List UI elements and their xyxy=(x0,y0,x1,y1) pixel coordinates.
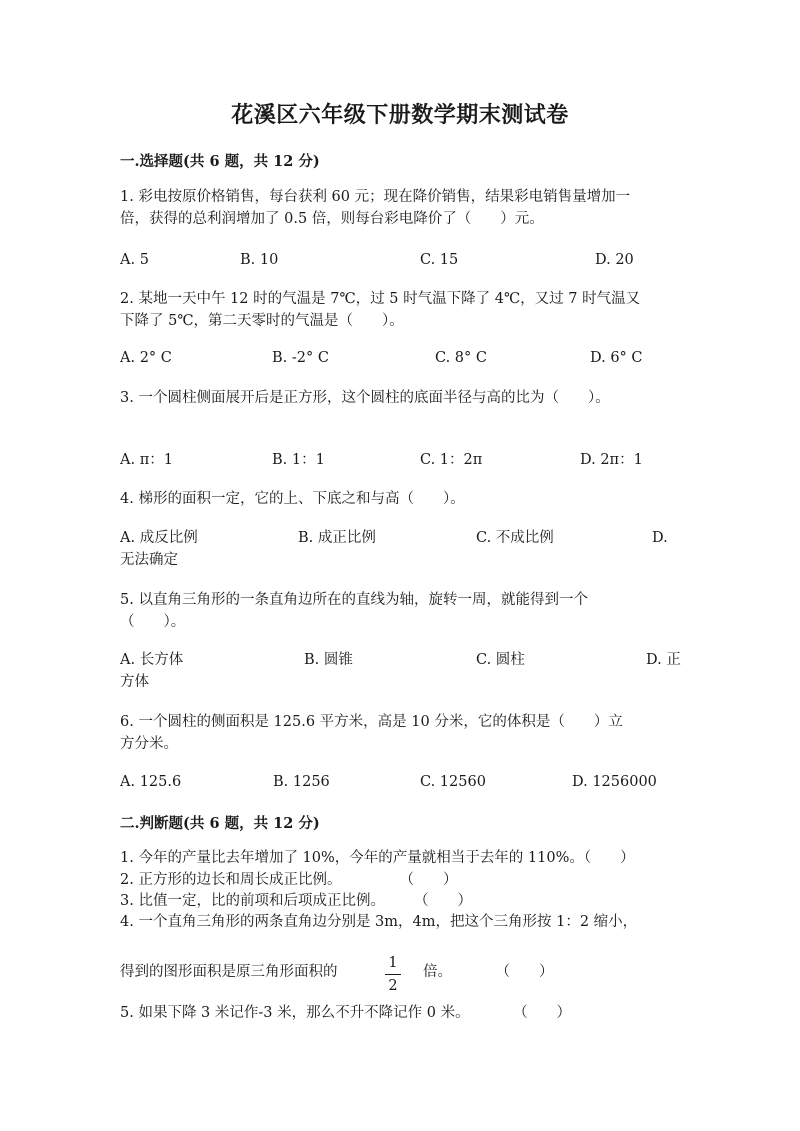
fraction-one-half xyxy=(383,954,403,995)
judgment-item-3: 3. 比值一定，比的前项和后项成正比例。 （ ） xyxy=(120,893,472,909)
question-1-line-1: 1. 彩电按原价格销售，每台获利 60 元；现在降价销售，结果彩电销售量增加一 xyxy=(120,189,631,205)
judgment-item-1: 1. 今年的产量比去年增加了 10%，今年的产量就相当于去年的 110%。（ ） xyxy=(120,850,635,866)
question-1-line-2: 倍，获得的总利润增加了 0.5 倍，则每台彩电降价了（ ）元。 xyxy=(120,211,544,227)
question-4-option-d: D. xyxy=(652,530,668,546)
question-3-line-1: 3. 一个圆柱侧面展开后是正方形，这个圆柱的底面半径与高的比为（ ）。 xyxy=(120,390,610,406)
question-4-option-b: B. 成正比例 xyxy=(298,530,376,546)
question-6-line-2: 方分米。 xyxy=(120,736,178,752)
question-3-option-c: C. 1：2π xyxy=(420,452,483,468)
question-2-option-a: A. 2° C xyxy=(120,350,172,366)
question-1-option-d: D. 20 xyxy=(595,252,634,268)
question-6-option-b: B. 1256 xyxy=(273,774,330,790)
fraction-numerator: 1 xyxy=(388,955,398,971)
judgment-item-4-line-2-before: 得到的图形面积是原三角形面积的 xyxy=(120,964,338,980)
question-4-option-a: A. 成反比例 xyxy=(120,530,198,546)
question-6-option-c: C. 12560 xyxy=(420,774,486,790)
question-5-option-c: C. 圆柱 xyxy=(476,652,525,668)
question-1-option-c: C. 15 xyxy=(420,252,459,268)
question-4-option-c: C. 不成比例 xyxy=(476,530,554,546)
question-1-option-a: A. 5 xyxy=(120,252,149,268)
question-5-option-b: B. 圆锥 xyxy=(304,652,353,668)
question-3-option-a: A. π：1 xyxy=(120,452,173,468)
judgment-item-2: 2. 正方形的边长和周长成正比例。 （ ） xyxy=(120,872,458,888)
question-5-option-d-wrap: 方体 xyxy=(120,674,149,690)
question-5-line-1: 5. 以直角三角形的一条直角边所在的直线为轴，旋转一周，就能得到一个 xyxy=(120,592,588,608)
question-5-option-d: D. 正 xyxy=(646,652,681,668)
question-1-option-b: B. 10 xyxy=(240,252,279,268)
question-3-option-b: B. 1：1 xyxy=(272,452,325,468)
question-6-line-1: 6. 一个圆柱的侧面积是 125.6 平方米，高是 10 分米，它的体积是（ ）立 xyxy=(120,714,623,730)
section-heading-choice: 一.选择题(共 6 题，共 12 分) xyxy=(120,153,320,170)
judgment-item-4-line-2-after: 倍。 （ ） xyxy=(423,964,554,980)
question-2-option-d: D. 6° C xyxy=(590,350,643,366)
question-5-line-2: （ ）。 xyxy=(120,614,186,630)
question-2-line-1: 2. 某地一天中午 12 时的气温是 7℃，过 5 时气温下降了 4℃，又过 7 时气温又 xyxy=(120,291,641,307)
question-4-line-1: 4. 梯形的面积一定，它的上、下底之和与高（ ）。 xyxy=(120,491,465,507)
question-2-option-b: B. -2° C xyxy=(272,350,329,366)
question-2-option-c: C. 8° C xyxy=(435,350,487,366)
judgment-item-4-line-1: 4. 一个直角三角形的两条直角边分别是 3m，4m，把这个三角形按 1：2 缩小， xyxy=(120,914,638,930)
question-6-option-d: D. 1256000 xyxy=(572,774,657,790)
section-heading-judgment: 二.判断题(共 6 题，共 12 分) xyxy=(120,815,320,832)
judgment-item-5: 5. 如果下降 3 米记作-3 米，那么不升不降记作 0 米。 （ ） xyxy=(120,1005,572,1021)
question-3-option-d: D. 2π：1 xyxy=(580,452,643,468)
question-5-option-a: A. 长方体 xyxy=(120,652,184,668)
page-title: 花溪区六年级下册数学期末测试卷 xyxy=(231,102,569,128)
fraction-bar xyxy=(385,974,401,975)
fraction-denominator: 2 xyxy=(388,978,398,994)
question-6-option-a: A. 125.6 xyxy=(120,774,182,790)
question-2-line-2: 下降了 5℃，第二天零时的气温是（ ）。 xyxy=(120,313,404,329)
question-4-option-d-wrap: 无法确定 xyxy=(120,552,178,568)
